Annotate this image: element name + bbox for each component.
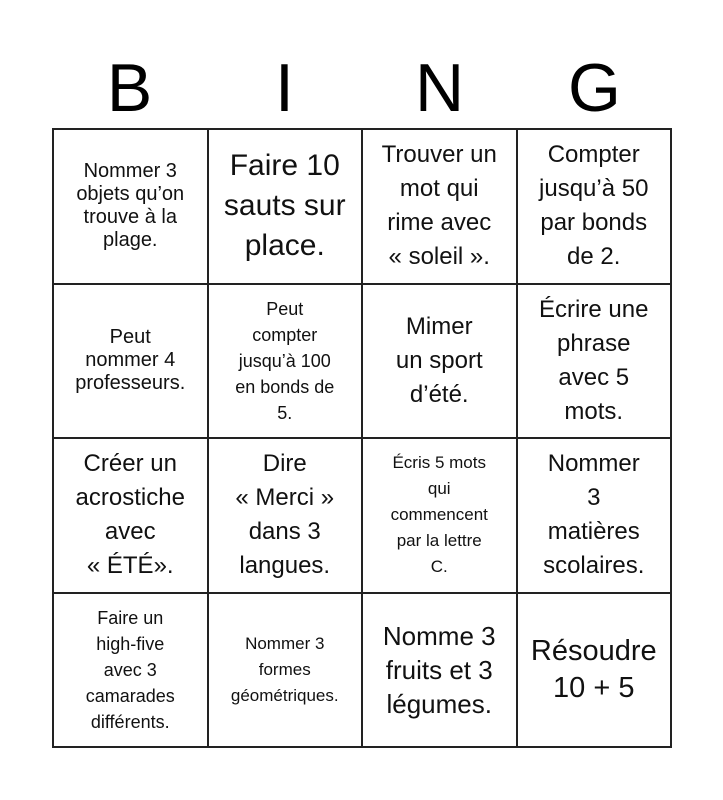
bingo-cell[interactable]: Écris 5 mots qui commencent par la lettre C. bbox=[362, 438, 517, 593]
bingo-cell[interactable]: Compter jusqu’à 50 par bonds de 2. bbox=[517, 129, 672, 284]
bingo-cell[interactable]: Nomme 3 fruits et 3 légumes. bbox=[362, 593, 517, 748]
header-letter-g: G bbox=[568, 50, 621, 126]
bingo-cell[interactable]: Peut nommer 4 professeurs. bbox=[53, 284, 208, 439]
bingo-cell[interactable]: Peut compter jusqu’à 100 en bonds de 5. bbox=[208, 284, 363, 439]
bingo-cell[interactable]: Résoudre 10 + 5 bbox=[517, 593, 672, 748]
bingo-cell[interactable]: Trouver un mot qui rime avec « soleil ». bbox=[362, 129, 517, 284]
bingo-card-grid bbox=[52, 128, 672, 748]
header-letter-i: I bbox=[275, 50, 294, 126]
bingo-cell[interactable]: Mimer un sport d’été. bbox=[362, 284, 517, 439]
bingo-cell[interactable]: Dire « Merci » dans 3 langues. bbox=[208, 438, 363, 593]
header-letter-n: N bbox=[414, 50, 465, 126]
bingo-cell[interactable]: Créer un acrostiche avec « ÉTÉ». bbox=[53, 438, 208, 593]
bingo-cell[interactable]: Écrire une phrase avec 5 mots. bbox=[517, 284, 672, 439]
bingo-header bbox=[52, 52, 672, 124]
bingo-cell[interactable]: Faire 10 sauts sur place. bbox=[208, 129, 363, 284]
bingo-cell[interactable]: Nommer 3 matières scolaires. bbox=[517, 438, 672, 593]
header-letter-b: B bbox=[106, 50, 153, 126]
bingo-cell[interactable]: Nommer 3 objets qu’on trouve à la plage. bbox=[53, 129, 208, 284]
bingo-cell[interactable]: Faire un high-five avec 3 camarades différents. bbox=[53, 593, 208, 748]
bingo-cell[interactable]: Nommer 3 formes géométriques. bbox=[208, 593, 363, 748]
